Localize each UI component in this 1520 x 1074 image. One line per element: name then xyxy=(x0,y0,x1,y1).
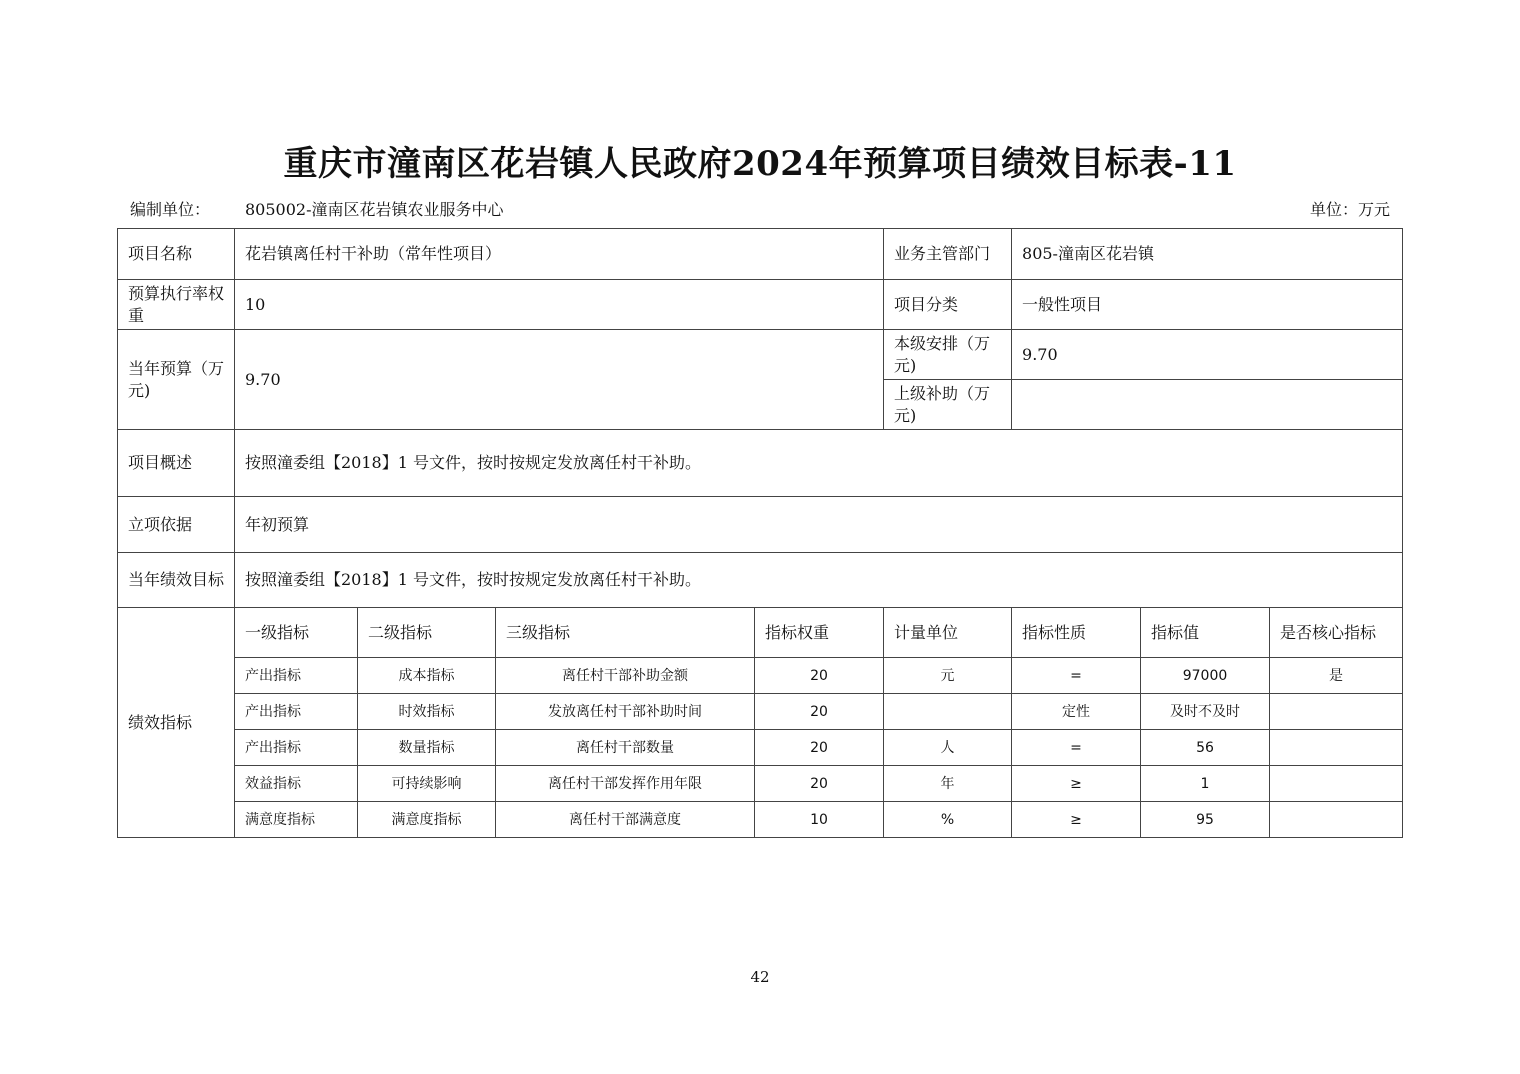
header-level2: 二级指标 xyxy=(358,608,496,658)
cell-weight: 20 xyxy=(755,694,884,730)
cell-nature: ≥ xyxy=(1012,802,1141,838)
budget-label: 当年预算（万元) xyxy=(118,330,235,430)
header-level1: 一级指标 xyxy=(235,608,358,658)
performance-target-table xyxy=(117,228,1403,838)
header-unit: 计量单位 xyxy=(884,608,1012,658)
cell-unit: % xyxy=(884,802,1012,838)
cell-weight: 20 xyxy=(755,730,884,766)
local-arrangement-value: 9.70 xyxy=(1012,330,1403,380)
table-row xyxy=(118,658,1403,694)
table-row xyxy=(118,766,1403,802)
cell-weight: 10 xyxy=(755,802,884,838)
cell-level1: 满意度指标 xyxy=(235,802,358,838)
cell-unit xyxy=(884,694,1012,730)
cell-unit: 元 xyxy=(884,658,1012,694)
upper-subsidy-value xyxy=(1012,380,1403,430)
header-value: 指标值 xyxy=(1141,608,1270,658)
cell-level3: 离任村干部补助金额 xyxy=(496,658,755,694)
header-weight: 指标权重 xyxy=(755,608,884,658)
cell-level1: 产出指标 xyxy=(235,694,358,730)
header-core: 是否核心指标 xyxy=(1270,608,1403,658)
header-nature: 指标性质 xyxy=(1012,608,1141,658)
category-label: 项目分类 xyxy=(884,280,1012,330)
cell-level1: 产出指标 xyxy=(235,658,358,694)
dept-label: 业务主管部门 xyxy=(884,229,1012,280)
overview-value: 按照潼委组【2018】1 号文件，按时按规定发放离任村干补助。 xyxy=(235,430,1403,497)
cell-weight: 20 xyxy=(755,658,884,694)
cell-level2: 成本指标 xyxy=(358,658,496,694)
cell-unit: 年 xyxy=(884,766,1012,802)
cell-value: 56 xyxy=(1141,730,1270,766)
project-name-value: 花岩镇离任村干补助（常年性项目） xyxy=(235,229,884,280)
cell-nature: = xyxy=(1012,730,1141,766)
cell-level3: 发放离任村干部补助时间 xyxy=(496,694,755,730)
cell-level3: 离任村干部满意度 xyxy=(496,802,755,838)
cell-core xyxy=(1270,802,1403,838)
cell-level2: 数量指标 xyxy=(358,730,496,766)
goal-value: 按照潼委组【2018】1 号文件，按时按规定发放离任村干补助。 xyxy=(235,553,1403,608)
weight-value: 10 xyxy=(235,280,884,330)
project-name-label: 项目名称 xyxy=(118,229,235,280)
cell-value: 及时不及时 xyxy=(1141,694,1270,730)
cell-nature: 定性 xyxy=(1012,694,1141,730)
cell-core xyxy=(1270,730,1403,766)
cell-level2: 时效指标 xyxy=(358,694,496,730)
compiling-unit-value: 805002-潼南区花岩镇农业服务中心 xyxy=(245,200,504,219)
table-row xyxy=(118,730,1403,766)
currency-unit: 单位：万元 xyxy=(1309,200,1390,219)
cell-value: 1 xyxy=(1141,766,1270,802)
overview-label: 项目概述 xyxy=(118,430,235,497)
basis-label: 立项依据 xyxy=(118,497,235,553)
cell-level3: 离任村干部数量 xyxy=(496,730,755,766)
table-row xyxy=(118,802,1403,838)
upper-subsidy-label: 上级补助（万元) xyxy=(884,380,1012,430)
cell-level2: 满意度指标 xyxy=(358,802,496,838)
document-title: 重庆市潼南区花岩镇人民政府2024年预算项目绩效目标表-11 xyxy=(283,144,1237,184)
basis-value: 年初预算 xyxy=(235,497,1403,553)
cell-level2: 可持续影响 xyxy=(358,766,496,802)
local-arrangement-label: 本级安排（万元) xyxy=(884,330,1012,380)
cell-core xyxy=(1270,766,1403,802)
cell-weight: 20 xyxy=(755,766,884,802)
budget-value: 9.70 xyxy=(235,330,884,430)
weight-label: 预算执行率权重 xyxy=(118,280,235,330)
cell-core xyxy=(1270,694,1403,730)
cell-level1: 产出指标 xyxy=(235,730,358,766)
category-value: 一般性项目 xyxy=(1012,280,1403,330)
page-number: 42 xyxy=(750,968,770,986)
cell-level3: 离任村干部发挥作用年限 xyxy=(496,766,755,802)
compiling-unit-label: 编制单位： xyxy=(130,200,211,219)
header-level3: 三级指标 xyxy=(496,608,755,658)
cell-nature: ≥ xyxy=(1012,766,1141,802)
cell-value: 95 xyxy=(1141,802,1270,838)
cell-core: 是 xyxy=(1270,658,1403,694)
indicators-label: 绩效指标 xyxy=(118,608,235,838)
cell-unit: 人 xyxy=(884,730,1012,766)
cell-value: 97000 xyxy=(1141,658,1270,694)
cell-level1: 效益指标 xyxy=(235,766,358,802)
table-row xyxy=(118,694,1403,730)
dept-value: 805-潼南区花岩镇 xyxy=(1012,229,1403,280)
cell-nature: = xyxy=(1012,658,1141,694)
goal-label: 当年绩效目标 xyxy=(118,553,235,608)
